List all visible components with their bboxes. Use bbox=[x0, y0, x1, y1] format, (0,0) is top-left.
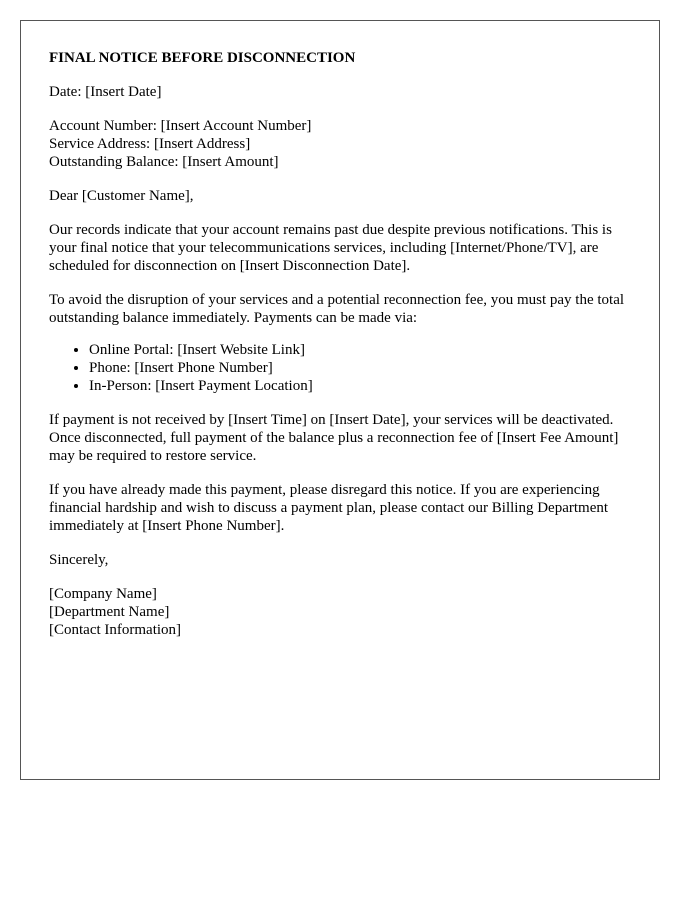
signature-company: [Company Name] bbox=[49, 586, 157, 602]
payment-method-phone: • Phone: [Insert Phone Number] bbox=[89, 359, 631, 377]
service-address: Service Address: [Insert Address] bbox=[49, 136, 251, 152]
salutation: Dear [Customer Name], bbox=[49, 188, 194, 204]
outstanding-balance: Outstanding Balance: [Insert Amount] bbox=[49, 154, 279, 170]
letter-frame bbox=[20, 20, 660, 780]
date-line: Date: [Insert Date] bbox=[49, 84, 162, 100]
account-number: Account Number: [Insert Account Number] bbox=[49, 118, 312, 134]
payment-methods-list bbox=[49, 341, 631, 395]
payment-method-in-person: • In-Person: [Insert Payment Location] bbox=[89, 377, 631, 395]
letter-title: FINAL NOTICE BEFORE DISCONNECTION bbox=[49, 50, 356, 66]
signature-block bbox=[49, 585, 631, 639]
paragraph-deactivation: If payment is not received by [Insert Time] on [Insert Date], your services will be deactivated. Once disconnected, full payment of the balance plus a reconnection fee of [Insert Fee Amount] may be required to restore service. bbox=[49, 412, 619, 464]
paragraph-past-due: Our records indicate that your account remains past due despite previous notifications. This is your final notice that your telecommunications services, including [Internet/Phone/TV], are scheduled for disconnection on [Insert Disconnection Date]. bbox=[49, 222, 612, 274]
payment-method-online: • Online Portal: [Insert Website Link] bbox=[89, 341, 631, 359]
signature-contact: [Contact Information] bbox=[49, 622, 182, 638]
closing: Sincerely, bbox=[49, 552, 109, 568]
paragraph-payment-instructions: To avoid the disruption of your services and a potential reconnection fee, you must pay the total outstanding balance immediately. Payments can be made via: bbox=[49, 292, 625, 326]
paragraph-hardship: If you have already made this payment, please disregard this notice. If you are experiencing financial hardship and wish to discuss a payment plan, please contact our Billing Department immediately at [Insert Phone Number]. bbox=[49, 482, 609, 534]
account-details bbox=[49, 117, 631, 171]
signature-department: [Department Name] bbox=[49, 604, 170, 620]
